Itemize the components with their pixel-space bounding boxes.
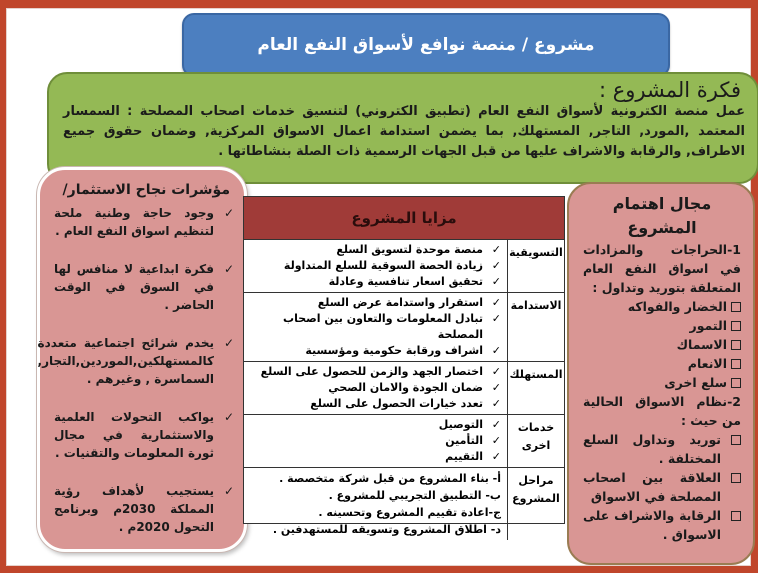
indicator-item: [54, 408, 234, 462]
check-icon: ✓: [223, 336, 234, 350]
row-category: مراحل المشروع: [507, 468, 564, 540]
row-category: التسويقية: [507, 240, 564, 292]
checkbox-icon: [731, 321, 741, 331]
table-row: [244, 240, 564, 293]
advantage-item: ✓ اختصار الجهد والزمن للحصول على السلع: [260, 365, 501, 378]
check-icon: ✓: [223, 410, 234, 424]
indicator-text: وجود حاجة وطنية ملحة لتنظيم اسواق النفع العام .: [54, 206, 214, 238]
advantage-item: ✓ تبادل المعلومات والتعاون بين اصحاب المصلحة: [283, 312, 501, 341]
indicators-heading: مؤشرات نجاح الاستثمار/: [62, 182, 230, 198]
checkbox-icon: [731, 511, 741, 521]
advantage-item: ✓ التوصيل: [438, 418, 501, 431]
advantage-item: ✓ اشراف ورقابة حكومية ومؤسسية: [305, 344, 501, 357]
scope-check-item: الرقابة والاشراف على الاسواق .: [583, 506, 741, 544]
scope-heading: مجال اهتمام المشروع: [612, 194, 712, 237]
indicator-text: يستجيب لأهداف رؤية المملكة 2030م وبرنامج التحول 2020م .: [54, 484, 214, 534]
check-icon: ✓: [491, 450, 501, 463]
advantage-item: ✓ منصة موحدة لتسويق السلع: [336, 243, 501, 256]
scope-check-item: الانعام: [583, 354, 741, 373]
check-icon: ✓: [223, 262, 234, 276]
check-icon: ✓: [491, 381, 501, 394]
table-row: [244, 362, 564, 415]
advantage-item: ✓ تعدد خيارات الحصول على السلع: [310, 397, 501, 410]
table-row: [244, 293, 564, 362]
scope-section-2: 2-نظام الاسواق الحالية من حيث :: [583, 394, 741, 428]
slide: [6, 8, 751, 566]
idea-description: عمل منصة الكترونية لأسواق النفع العام (تطبيق الكتروني) لتنسيق خدمات اصحاب المصلحة : السمسار المعتمد ,المورد, التاجر, المستهلك, بما يضمن استدامة اعمال الاسواق المركزية, وضمان حقوق جميع الاطراف, والرقابة والاشراف عليها من قبل الجهات الرسمية ذات الصلة بنشاطاتها .: [63, 104, 745, 159]
advantage-item: ✓ تحقيق اسعار تنافسية وعادلة: [328, 275, 501, 288]
check-icon: ✓: [491, 418, 501, 431]
indicator-item: [54, 482, 234, 536]
indicator-item: [54, 260, 234, 314]
project-title: مشروع / منصة نوافع لأسواق النفع العام: [257, 35, 595, 55]
stage-item: ج-اعادة تقييم المشروع وتحسينه .: [318, 506, 501, 519]
idea-heading: فكرة المشروع :: [598, 78, 741, 102]
indicator-item: [37, 334, 234, 388]
checkbox-icon: [731, 378, 741, 388]
advantage-item: ✓ استقرار واستدامة عرض السلع: [317, 296, 501, 309]
check-icon: ✓: [491, 312, 501, 325]
stage-item: ب- التطبيق التجريبي للمشروع .: [328, 489, 501, 502]
check-icon: ✓: [491, 275, 501, 288]
scope-section-1: 1-الحراجات والمزادات في اسواق النفع العام المتعلقة بتوريد وتداول :: [583, 242, 741, 295]
scope-check-item: توريد وتداول السلع المختلفة .: [583, 430, 741, 468]
indicator-text: يواكب التحولات العلمية والاستثمارية في مجال ثورة المعلومات والتقنيات .: [54, 410, 214, 460]
check-icon: ✓: [491, 296, 501, 309]
checkbox-icon: [731, 340, 741, 350]
check-icon: ✓: [491, 243, 501, 256]
row-category: المستهلك: [507, 362, 564, 414]
advantage-item: ✓ التقييم: [445, 450, 501, 463]
check-icon: ✓: [491, 259, 501, 272]
scope-check-item: التمور: [583, 316, 741, 335]
table-row-stages: [244, 468, 564, 540]
check-icon: ✓: [491, 365, 501, 378]
advantage-item: ✓ التأمين: [445, 434, 501, 447]
scope-check-item: الخضار والفواكه: [583, 297, 741, 316]
check-icon: ✓: [491, 397, 501, 410]
check-icon: ✓: [223, 484, 234, 498]
advantages-heading: مزايا المشروع: [244, 197, 564, 240]
scope-check-item: سلع اخرى: [583, 373, 741, 392]
scope-check-item: الاسماك: [583, 335, 741, 354]
indicator-text: فكرة ابداعية لا منافس لها في السوق في الوقت الحاضر .: [54, 262, 214, 312]
indicator-text: يخدم شرائح اجتماعية متعددة كالمستهلكين,الموردين,التجار, السماسرة , وغيرهم .: [37, 336, 214, 386]
check-icon: ✓: [223, 206, 234, 220]
row-category: الاستدامة: [507, 293, 564, 361]
advantages-table: [243, 196, 565, 536]
check-icon: ✓: [491, 344, 501, 357]
checkbox-icon: [731, 302, 741, 312]
indicator-item: [54, 204, 234, 240]
success-indicators-box: [37, 167, 247, 552]
stage-item: أ- بناء المشروع من قبل شركة متخصصة .: [279, 472, 501, 485]
checkbox-icon: [731, 473, 741, 483]
check-icon: ✓: [491, 434, 501, 447]
project-scope-box: [567, 182, 755, 565]
scope-check-item: العلاقة بين اصحاب المصلحة في الاسواق: [583, 468, 741, 506]
row-category: خدمات اخرى: [507, 415, 564, 467]
advantage-item: ✓ ضمان الجودة والامان الصحي: [328, 381, 501, 394]
table-row: [244, 415, 564, 468]
project-title-banner: [182, 13, 670, 77]
checkbox-icon: [731, 359, 741, 369]
advantage-item: ✓ زيادة الحصة السوقية للسلع المتداولة: [283, 259, 501, 272]
checkbox-icon: [731, 435, 741, 445]
stage-item: د- اطلاق المشروع وتسويقه للمستهدفين .: [272, 523, 501, 536]
